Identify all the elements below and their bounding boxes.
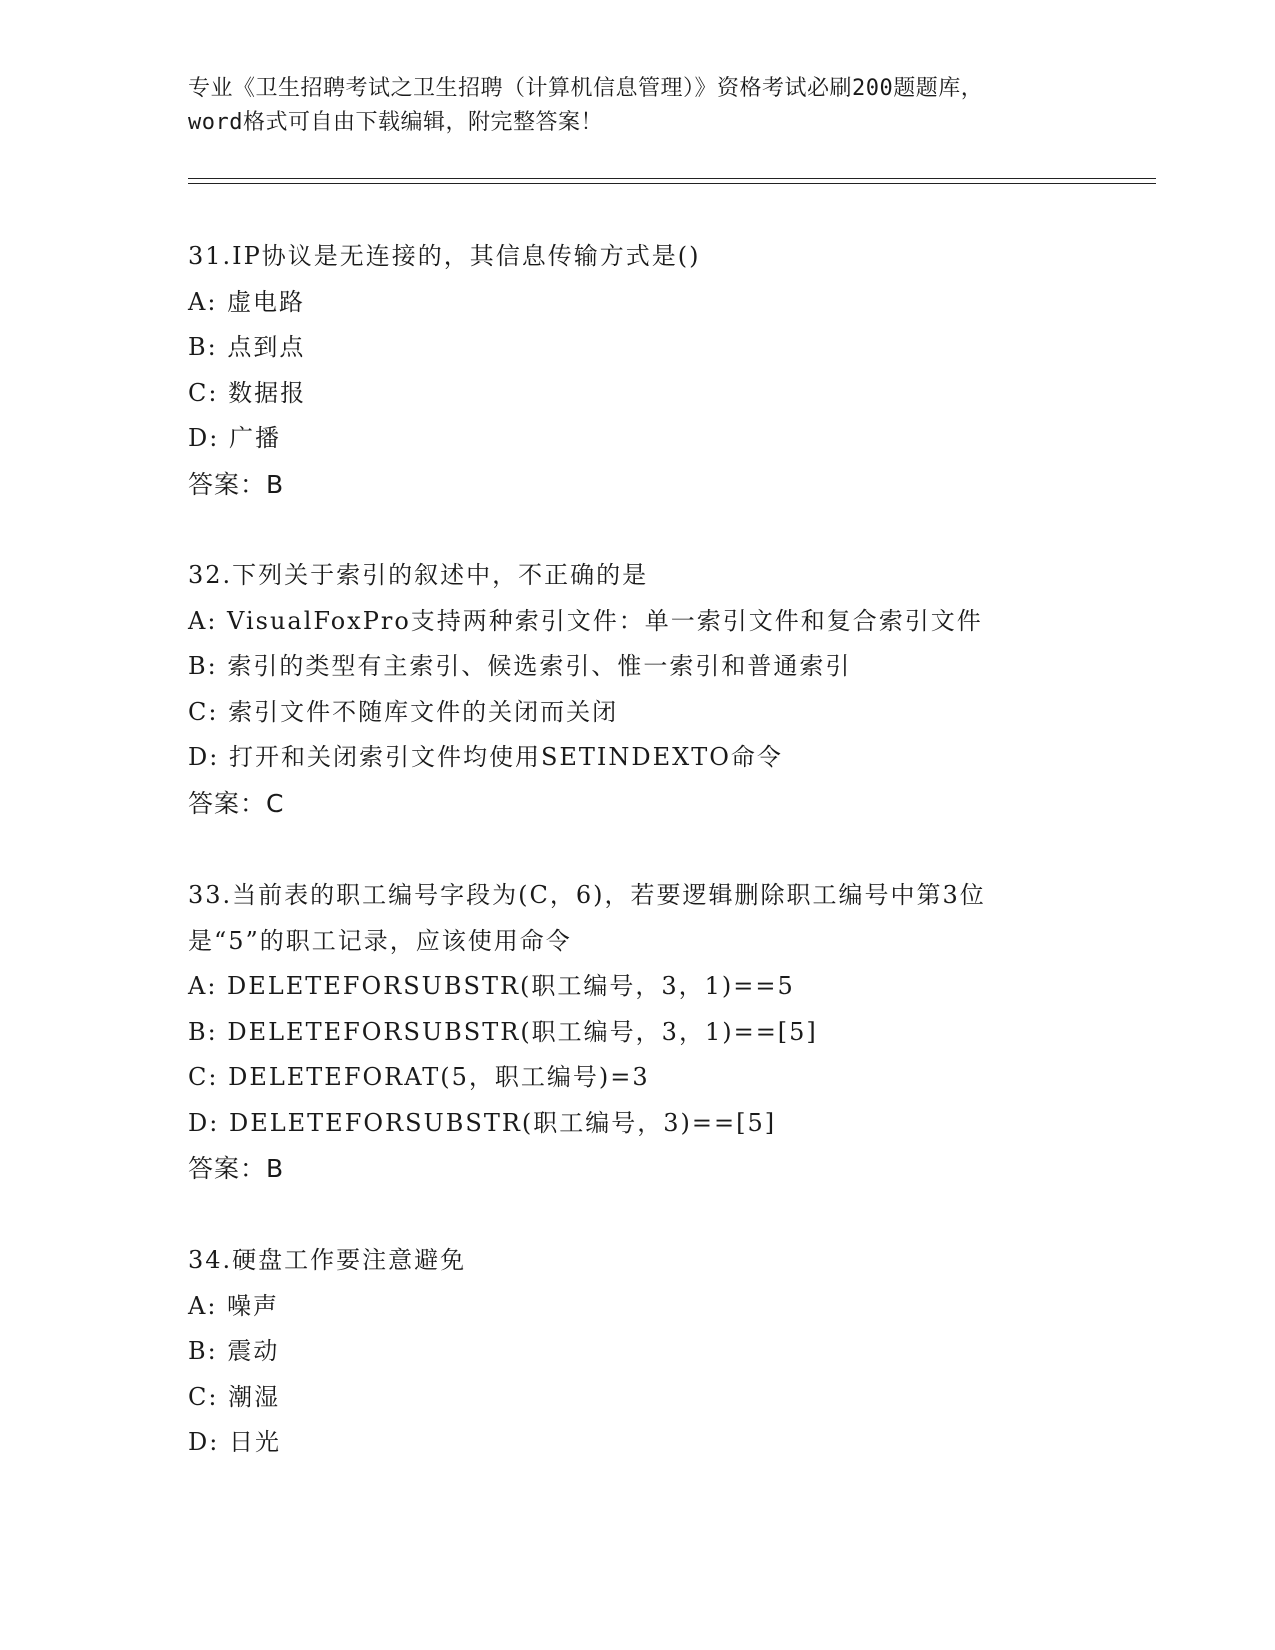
option-c: C: DELETEFORAT(5，职工编号)=3 — [188, 1063, 650, 1091]
option-a: A: VisualFoxPro支持两种索引文件：单一索引文件和复合索引文件 — [188, 606, 983, 635]
question-31 — [188, 234, 1088, 507]
question-stem: 31.IP协议是无连接的，其信息传输方式是() — [188, 242, 701, 270]
answer-line: 答案：B — [188, 1154, 285, 1183]
question-33 — [188, 873, 1088, 1192]
option-a: A: 虚电路 — [188, 287, 306, 316]
header-divider-top — [188, 178, 1156, 179]
option-c: C: 潮湿 — [188, 1382, 281, 1411]
question-32 — [188, 553, 1088, 826]
option-a: A: DELETEFORSUBSTR(职工编号，3，1)==5 — [188, 972, 795, 1000]
header-line-1: 专业《卫生招聘考试之卫生招聘（计算机信息管理）》资格考试必刷200题题库， — [188, 76, 984, 101]
question-34 — [188, 1238, 1088, 1466]
option-a: A: 噪声 — [188, 1291, 280, 1320]
option-d: D: 广播 — [188, 424, 281, 452]
option-b: B: 震动 — [188, 1337, 280, 1365]
option-d: D: 打开和关闭索引文件均使用SETINDEXTO命令 — [188, 743, 783, 771]
answer-line: 答案：B — [188, 469, 285, 499]
header-line-2: word格式可自由下载编辑，附完整答案！ — [188, 110, 603, 135]
answer-line: 答案：C — [188, 788, 285, 818]
question-stem: 34.硬盘工作要注意避免 — [188, 1246, 467, 1274]
question-stem: 32.下列关于索引的叙述中，不正确的是 — [188, 561, 649, 589]
option-b: B: 点到点 — [188, 333, 306, 361]
option-c: C: 数据报 — [188, 378, 307, 407]
option-c: C: 索引文件不随库文件的关闭而关闭 — [188, 697, 619, 726]
document-header — [188, 72, 1088, 140]
question-stem: 33.当前表的职工编号字段为(C，6)，若要逻辑删除职工编号中第3位是“5”的职工记录，应该使用命令 — [188, 881, 986, 955]
header-divider-bottom — [188, 183, 1156, 184]
option-b: B: DELETEFORSUBSTR(职工编号，3，1)==[5] — [188, 1017, 818, 1046]
option-d: D: DELETEFORSUBSTR(职工编号，3)==[5] — [188, 1108, 777, 1137]
option-b: B: 索引的类型有主索引、候选索引、惟一索引和普通索引 — [188, 652, 852, 680]
option-d: D: 日光 — [188, 1428, 281, 1456]
